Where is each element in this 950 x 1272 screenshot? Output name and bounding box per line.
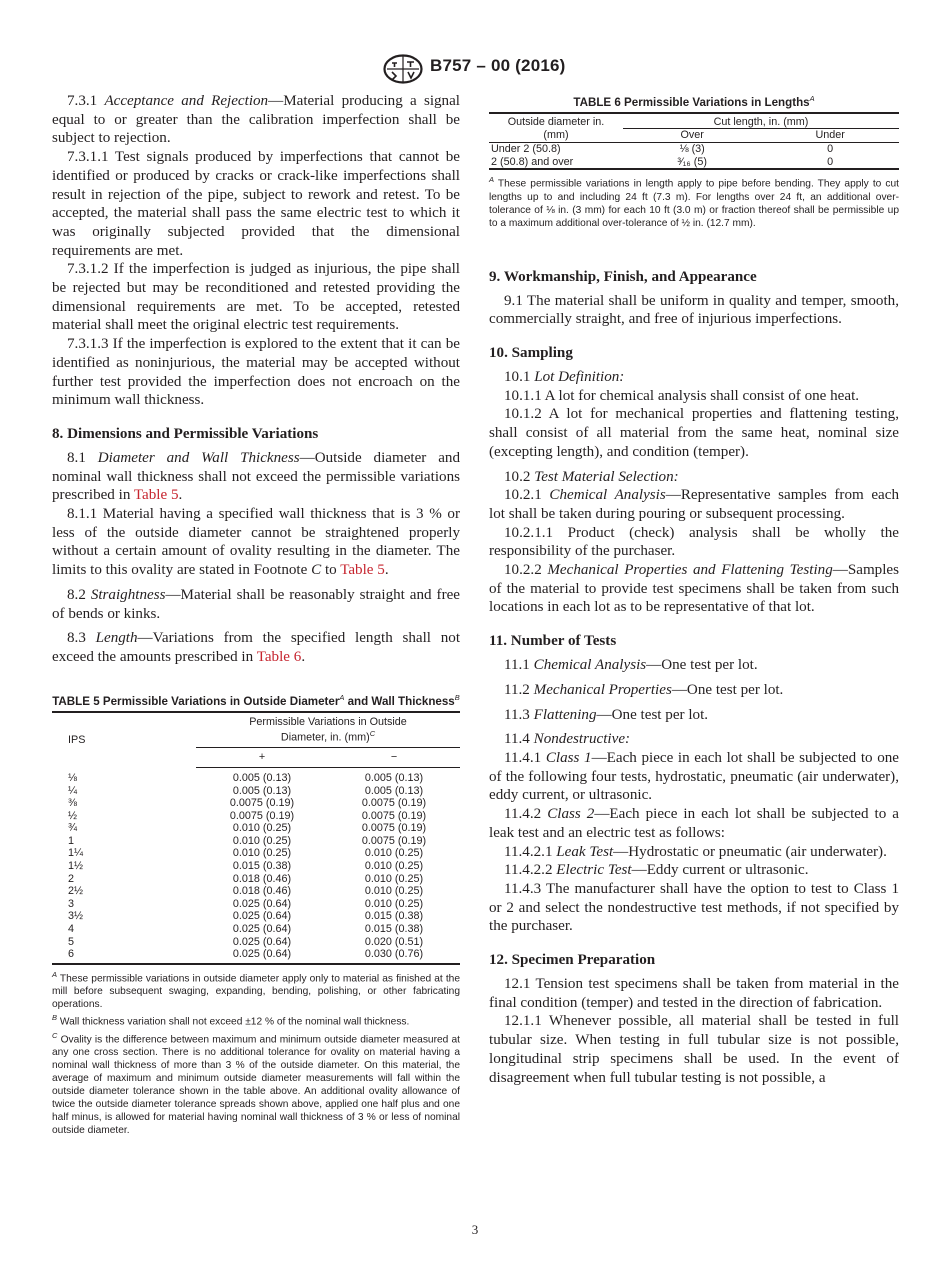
ips-cell: ½ (68, 809, 78, 822)
column-header-minus: − (328, 748, 460, 768)
column-header-outside-diameter-unit: (mm) (489, 129, 623, 143)
minus-variation-cell: 0.010 (0.25) (364, 885, 424, 898)
column-header-cut-length: Cut length, in. (mm) (623, 113, 899, 129)
plus-variation-cell: 0.010 (0.25) (232, 834, 292, 847)
table-row (52, 835, 460, 848)
paragraph-8-3: 8.3 Length—Variations from the specified length shall not exceed the amounts prescribed in Table 6. (52, 630, 461, 665)
column-header-under: Under (761, 129, 899, 143)
table-6-link[interactable]: Table 6 (256, 648, 302, 665)
minus-variation-cell: 0.015 (0.38) (364, 910, 424, 923)
ips-cell: ⅜ (68, 797, 78, 810)
ips-cell: 1½ (68, 860, 84, 873)
table-row (489, 143, 899, 156)
ips-cell: 6 (52, 948, 196, 964)
ips-cell: ¾ (68, 822, 78, 835)
left-column (52, 92, 460, 1137)
section-8-heading: 8. Dimensions and Permissible Variations (52, 425, 319, 442)
minus-variation-cell: 0.0075 (0.19) (361, 834, 427, 847)
table-5-footnote-a: $^A$ These permissible variations in outside diameter apply only to material as finished at the mill before subsequent swaging, expanding, bending, polishing, or other fabricating operations. (52, 969, 460, 1011)
table-row (52, 885, 460, 898)
plus-variation-cell: 0.018 (0.46) (232, 872, 292, 885)
plus-variation-cell: 0.0075 (0.19) (229, 809, 295, 822)
right-column (489, 92, 899, 1087)
minus-variation-cell: 0.0075 (0.19) (361, 809, 427, 822)
table-5-body (52, 767, 460, 963)
paragraph-10-2: 10.2 Test Material Selection: (504, 468, 679, 485)
table-row (52, 767, 460, 784)
paragraph-10-1: 10.1 Lot Definition: (504, 369, 625, 386)
table-row (52, 936, 460, 949)
paragraph-12-1: 12.1 Tension test specimens shall be taken from material in the final condition (temper) and tested in the direction of fabrication. (489, 976, 899, 1011)
minus-variation-cell: 0.020 (0.51) (364, 935, 424, 948)
table-5-link[interactable]: Table 5 (340, 562, 385, 579)
minus-variation-cell: 0.0075 (0.19) (361, 797, 427, 810)
table-6-footnote-a: $^A$ These permissible variations in length apply to pipe before bending. They apply to cut lengths up to and including 24 ft (7.3 m). For lengths over 24 ft, an additional over-tolerance of ⅛ in. (3 mm) for each 10 ft (3.0 m) or fraction thereof shall be permissible up to a maximum additional over-tolerance of ½ in. (12.7 mm). (489, 175, 899, 229)
minus-variation-cell: 0.010 (0.25) (364, 897, 424, 910)
plus-variation-cell: 0.025 (0.64) (232, 897, 292, 910)
table-row (52, 898, 460, 911)
table-row (52, 810, 460, 823)
paragraph-7-3-1-1: 7.3.1.1 Test signals produced by imperfections that cannot be identified or produced by cracks or crack-like imperfections shall result in rejection of the pipe, subject to rework and retest. To be accepted, the material shall pass the same electric test to which it was originally subjected provided that the dimensional requirements are met. (52, 149, 460, 259)
paragraph-12-1-1: 12.1.1 Whenever possible, all material shall be tested in full tubular size. When testing in full tubular size is not possible, longitudinal strip specimens shall be used. In the event of disagreement when full tubular testing is not possible, a (489, 1013, 899, 1086)
paragraph-8-1: 8.1 Diameter and Wall Thickness—Outside diameter and nominal wall thickness shall not exceed the permissible variations prescribed in Table 5. (52, 449, 460, 504)
table-5-footnote-c: $^C$ Ovality is the difference between maximum and minimum outside diameter measured at any one cross section. There is no additional tolerance for ovality on material having a nominal wall thickness of more than 3 % of the outside diameter. On this material, the average of maximum and minimum outside diameter measurements will fall within the outside diameter tolerance shown in the table above. An additional ovality allowance of twice the outside diameter tolerance spreads shown above, applied one half plus and one half minus, is allowed for material having nominal wall thickness of 3 % or less of nominal outside diameter. (52, 1030, 460, 1136)
minus-variation-cell: 0.010 (0.25) (364, 872, 424, 885)
paragraph-11-2: 11.2 Mechanical Properties—One test per lot. (504, 681, 784, 698)
table-row (52, 797, 460, 810)
outside-diameter-cell: Under 2 (50.8) (491, 143, 561, 156)
paragraph-10-1-2: 10.1.2 A lot for mechanical properties and flattening testing, shall consist of all material from the same heat, nominal size (excepting length), and condition (temper). (489, 406, 899, 460)
table-row (52, 923, 460, 936)
paragraph-11-4-1: 11.4.1 Class 1—Each piece in each lot shall be subjected to one of the following four tests, hydrostatic, pneumatic (air underwater), eddy current, or ultrasonic. (489, 749, 899, 804)
paragraph-9-1: 9.1 The material shall be uniform in quality and temper, smooth, commercially straight, and free of injurious imperfections. (489, 292, 899, 328)
plus-variation-cell: 0.005 (0.13) (232, 784, 292, 797)
paragraph-10-2-1-1: 10.2.1.1 Product (check) analysis shall be wholly the responsibility of the purchaser. (489, 524, 899, 560)
page-header (0, 54, 950, 86)
plus-variation-cell: 0.010 (0.25) (232, 847, 292, 860)
section-9-heading: 9. Workmanship, Finish, and Appearance (489, 268, 757, 285)
paragraph-10-2-1: 10.2.1 Chemical Analysis—Representative samples from each lot shall be taken during pouring or subsequent processing. (489, 487, 900, 522)
table-row (52, 873, 460, 886)
plus-variation-cell: 0.010 (0.25) (232, 822, 292, 835)
ips-cell: ⅛ (68, 771, 78, 784)
paragraph-7-3-1: 7.3.1 Acceptance and Rejection—Material producing a signal equal to or greater than the calibration imperfection shall be subject to rejection. (52, 93, 461, 147)
under-cell: 0 (827, 143, 834, 156)
table-5-grid (52, 711, 460, 965)
table-row (52, 948, 460, 964)
paragraph-11-3: 11.3 Flattening—One test per lot. (504, 706, 709, 723)
minus-variation-cell: 0.005 (0.13) (364, 784, 424, 797)
ips-cell: 2 (68, 872, 75, 885)
table-5-footnotes (52, 968, 460, 1137)
table-5-title: TABLE 5 Permissible Variations in Outside Diameter$^A$ and Wall Thickness$^B$ (52, 692, 460, 708)
ips-cell: 4 (68, 923, 75, 936)
paragraph-8-2: 8.2 Straightness—Material shall be reasonably straight and free of bends or kinks. (52, 586, 460, 622)
ips-cell: 1¼ (68, 847, 84, 860)
paragraph-10-2-2: 10.2.2 Mechanical Properties and Flattening Testing—Samples of the material to provide test specimens shall be taken from such locations in each lot as to be representative of that lot. (489, 562, 899, 616)
plus-variation-cell: 0.005 (0.13) (232, 771, 292, 784)
ips-cell: 3 (68, 897, 75, 910)
table-5-footnote-b: $^B$ Wall thickness variation shall not exceed ±12 % of the nominal wall thickness. (52, 1013, 410, 1028)
column-header-ips: IPS (52, 712, 196, 768)
paragraph-8-1-1: 8.1.1 Material having a specified wall thickness that is 3 % or less of the outside diameter cannot be straightened properly without a certain amount of ovality resulting in the diameter. The limits to this ovality are stated in Footnote C to Table 5. (52, 506, 460, 579)
table-row (52, 785, 460, 798)
table-row (52, 847, 460, 860)
plus-variation-cell: 0.025 (0.64) (232, 935, 292, 948)
ips-cell: 2½ (68, 885, 84, 898)
column-header-over: Over (623, 129, 761, 143)
section-11-heading: 11. Number of Tests (489, 633, 617, 650)
section-12-heading: 12. Specimen Preparation (489, 952, 656, 969)
paragraph-10-1-1: 10.1.1 A lot for chemical analysis shall consist of one heat. (504, 387, 860, 404)
table-6-body (489, 143, 899, 170)
under-cell: 0 (761, 156, 899, 170)
column-header-variations: Permissible Variations in Outside Diameter, in. (mm)$^C$ (196, 712, 460, 748)
minus-variation-cell: 0.015 (0.38) (364, 923, 424, 936)
table-5-link[interactable]: Table 5 (133, 487, 179, 504)
over-cell: ³⁄₁₆ (5) (623, 156, 761, 170)
plus-variation-cell: 0.0075 (0.19) (229, 797, 295, 810)
plus-variation-cell: 0.025 (0.64) (196, 948, 328, 964)
ips-cell: 1 (68, 834, 75, 847)
outside-diameter-cell: 2 (50.8) and over (489, 156, 623, 170)
paragraph-11-1: 11.1 Chemical Analysis—One test per lot. (504, 657, 758, 674)
paragraph-7-3-1-3: 7.3.1.3 If the imperfection is explored to the extent that it can be identified as noninjurious, the material may be accepted without further test provided the imperfection does not encroach on the minimum wall thickness. (52, 336, 460, 409)
table-row (489, 156, 899, 170)
minus-variation-cell: 0.005 (0.13) (364, 771, 424, 784)
page-number: 3 (471, 1222, 479, 1237)
table-6-grid (489, 112, 899, 170)
minus-variation-cell: 0.030 (0.76) (328, 948, 460, 964)
plus-variation-cell: 0.015 (0.38) (232, 860, 292, 873)
column-header-outside-diameter: Outside diameter in. (489, 113, 623, 129)
ips-cell: ¼ (68, 784, 78, 797)
ips-cell: 3½ (68, 910, 84, 923)
column-header-plus: + (196, 748, 328, 768)
paragraph-11-4-2: 11.4.2 Class 2—Each piece in each lot shall be subjected to a leak test and an electric test as follows: (489, 806, 899, 841)
ips-cell: 5 (68, 935, 75, 948)
table-row (52, 822, 460, 835)
paragraph-11-4-2-1: 11.4.2.1 Leak Test—Hydrostatic or pneumatic (air underwater). (504, 843, 887, 860)
plus-variation-cell: 0.025 (0.64) (232, 910, 292, 923)
paragraph-7-3-1-2: 7.3.1.2 If the imperfection is judged as injurious, the pipe shall be rejected but may be reconditioned and retested providing the dimensional requirements are met. To be accepted, retested material shall meet the original electric test requirements. (52, 261, 460, 334)
paragraph-11-4-2-2: 11.4.2.2 Electric Test—Eddy current or ultrasonic. (504, 862, 809, 879)
table-row (52, 910, 460, 923)
section-10-heading: 10. Sampling (489, 345, 573, 362)
paragraph-11-4-3: 11.4.3 The manufacturer shall have the option to test to Class 1 or 2 and select the nondestructive test methods, if not specified by the purchaser. (489, 880, 899, 935)
document-id: B757 – 00 (2016) (430, 56, 566, 75)
table-6 (489, 92, 899, 230)
table-row (52, 860, 460, 873)
paragraph-11-4: 11.4 Nondestructive: (504, 731, 631, 748)
minus-variation-cell: 0.010 (0.25) (364, 847, 424, 860)
plus-variation-cell: 0.018 (0.46) (232, 885, 292, 898)
plus-variation-cell: 0.025 (0.64) (232, 923, 292, 936)
minus-variation-cell: 0.0075 (0.19) (361, 822, 427, 835)
minus-variation-cell: 0.010 (0.25) (364, 860, 424, 873)
table-6-title: TABLE 6 Permissible Variations in Lengths$^A$ (573, 94, 815, 109)
table-5 (52, 691, 460, 1137)
astm-logo-icon (383, 54, 423, 84)
over-cell: ⅛ (3) (679, 143, 705, 156)
